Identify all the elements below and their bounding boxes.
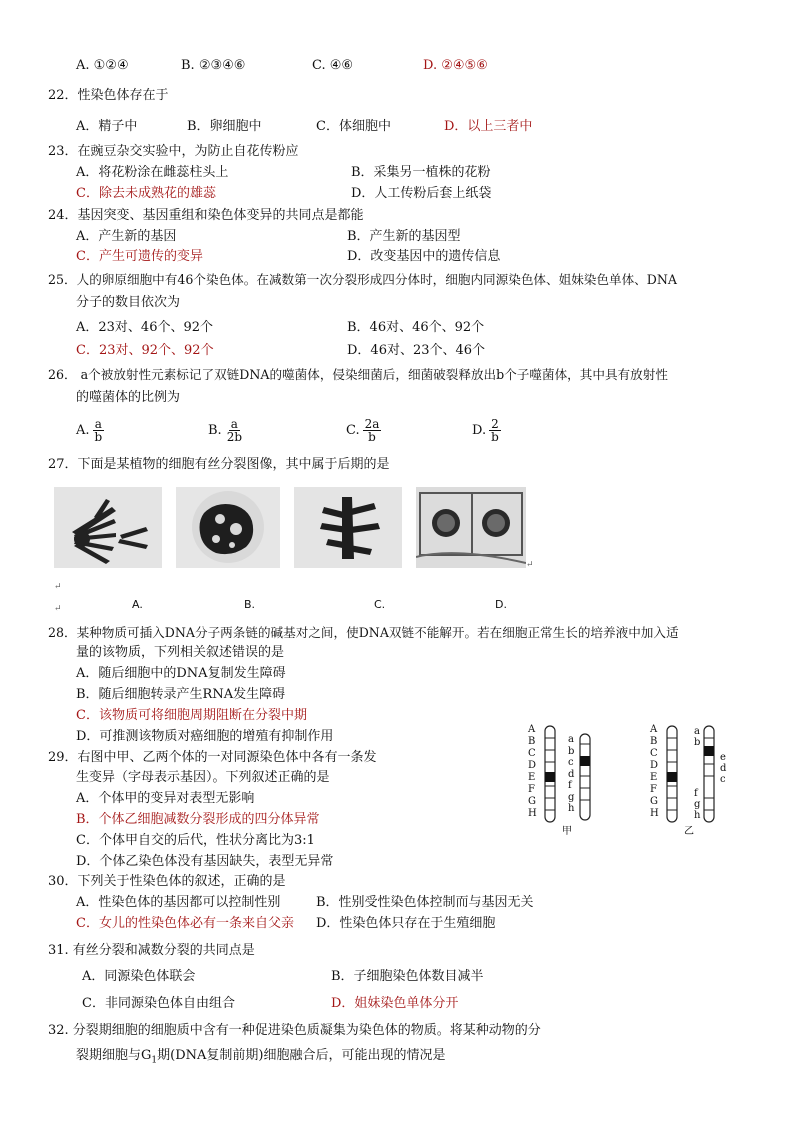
mitosis-image-a — [54, 487, 162, 568]
gene-label: d — [568, 768, 575, 780]
image-label-c: C. — [374, 598, 386, 611]
q28-option-b: B．随后细胞转录产生RNA发生障碍 — [76, 687, 286, 702]
gene-label: E — [528, 772, 536, 783]
q26-option-c — [346, 418, 381, 443]
chromosome-figure-jia — [528, 724, 608, 836]
q31-option-c: C．非同源染色体自由组合 — [82, 996, 235, 1011]
q25-stem-line1: 25．人的卵原细胞中有46个染色体。在减数第一次分裂形成四分体时，细胞内同源染色体、姐妹染色单体、DNA — [48, 272, 677, 287]
q32-stem-line2-post: 期(DNA复制前期)细胞融合后，可能出现的情况是 — [157, 1048, 446, 1063]
q23-option-d: D．人工传粉后套上纸袋 — [351, 186, 492, 201]
gene-label: C — [528, 748, 536, 759]
jia-left-gene-labels — [528, 724, 537, 820]
q30-stem: 30．下列关于性染色体的叙述，正确的是 — [48, 874, 286, 889]
q29-option-c: C．个体甲自交的后代，性状分离比为3:1 — [76, 833, 315, 848]
q21-option-b: B. ②③④⑥ — [181, 58, 246, 73]
q23-option-b: B．采集另一植株的花粉 — [351, 165, 491, 180]
gene-label: a — [694, 726, 700, 737]
q29-option-d: D．个体乙染色体没有基因缺失，表型无异常 — [76, 854, 334, 869]
gene-label: g — [568, 791, 575, 803]
q25-option-b: B．46对、46个、92个 — [347, 320, 485, 335]
q26-option-d-numerator: 2 — [491, 417, 499, 431]
gene-label: C — [650, 748, 658, 759]
gene-label: H — [650, 808, 659, 819]
image-label-b: B. — [244, 598, 256, 611]
q24-option-d: D．改变基因中的遗传信息 — [347, 249, 501, 264]
q29-stem-line1: 29．右图中甲、乙两个体的一对同源染色体中各有一条发 — [48, 750, 377, 765]
q30-option-d: D．性染色体只存在于生殖细胞 — [316, 916, 496, 931]
gene-label: h — [568, 803, 575, 814]
gene-label: B — [650, 736, 658, 747]
q26-option-d-denominator: b — [491, 430, 499, 444]
gene-label: b — [568, 745, 575, 757]
q21-option-c: C. ④⑥ — [312, 58, 354, 73]
q21-option-d: D. ②④⑤⑥ — [423, 58, 488, 73]
jia-right-gene-labels — [568, 734, 574, 815]
figure-label-yi: 乙 — [684, 826, 694, 836]
q26-option-c-label: C. — [346, 423, 360, 438]
image-label-d: D. — [495, 598, 507, 611]
q31-option-b: B．子细胞染色体数目减半 — [331, 969, 484, 984]
q23-option-c: C．除去未成熟花的雄蕊 — [76, 186, 216, 201]
q28-option-a: A．随后细胞中的DNA复制发生障碍 — [76, 666, 286, 681]
q32-stem-line2-pre: 裂期细胞与G — [76, 1048, 152, 1063]
q31-option-a: A．同源染色体联会 — [82, 969, 196, 984]
q32-stem-line2-sub: 1 — [151, 1055, 158, 1066]
return-mark: ↵ — [54, 604, 62, 614]
q25-stem-line2: 分子的数目依次为 — [76, 295, 181, 310]
gene-label: a — [568, 734, 574, 745]
q23-stem: 23．在豌豆杂交实验中，为防止自花传粉应 — [48, 144, 299, 159]
mitosis-image-d — [416, 487, 526, 568]
gene-label: f — [694, 788, 698, 799]
q23-option-a: A．将花粉涂在雌蕊柱头上 — [76, 165, 229, 180]
q24-option-a: A．产生新的基因 — [76, 229, 177, 244]
q22-stem: 22．性染色体存在于 — [48, 88, 169, 103]
return-mark: ↵ — [526, 560, 534, 570]
q25-option-c: C．23对、92个、92个 — [76, 343, 214, 358]
gene-label: D — [650, 760, 659, 771]
q26-option-c-numerator: 2a — [364, 417, 380, 431]
gene-label: D — [528, 760, 537, 771]
yi-right-gene-labels-bottom — [694, 788, 700, 821]
q26-stem-line2: 的噬菌体的比例为 — [76, 390, 181, 405]
gene-label: h — [694, 810, 701, 821]
yi-right-gene-labels-mid — [720, 752, 726, 785]
gene-label: F — [528, 784, 535, 795]
q26-option-b-denominator: 2b — [226, 430, 243, 444]
gene-label: c — [568, 757, 574, 768]
q21-option-a: A. ①②④ — [76, 58, 129, 73]
gene-label: F — [650, 784, 657, 795]
q25-option-a: A．23对、46个、92个 — [76, 320, 214, 335]
q28-stem-line1: 28．某种物质可插入DNA分子两条链的碱基对之间，使DNA双链不能解开。若在细胞正常生长的培养液中加入适 — [48, 625, 679, 640]
gene-label: A — [650, 724, 658, 735]
gene-label: G — [650, 796, 658, 807]
q26-option-a-numerator: a — [94, 417, 102, 431]
q26-option-a — [76, 418, 104, 443]
q24-option-b: B．产生新的基因型 — [347, 229, 461, 244]
figure-label-jia: 甲 — [562, 826, 572, 836]
gene-label: B — [528, 736, 536, 747]
q26-option-d-label: D. — [472, 423, 487, 438]
return-mark: ↵ — [54, 582, 62, 592]
q25-option-d: D．46对、23个、46个 — [347, 343, 486, 358]
gene-label: A — [528, 724, 536, 735]
yi-left-gene-labels — [650, 724, 659, 820]
chromosome-figure-yi — [650, 724, 730, 836]
q26-option-b — [208, 418, 244, 443]
q26-option-a-label: A. — [76, 423, 90, 438]
gene-label: E — [650, 772, 658, 783]
q28-option-d: D．可推测该物质对癌细胞的增殖有抑制作用 — [76, 729, 334, 744]
q28-option-c: C．该物质可将细胞周期阻断在分裂中期 — [76, 708, 307, 723]
q22-option-c: C．体细胞中 — [316, 119, 391, 134]
gene-label: d — [720, 763, 727, 774]
gene-label: G — [528, 796, 536, 807]
q28-stem-line2: 量的该物质，下列相关叙述错误的是 — [76, 645, 285, 660]
q32-stem-line1: 32. 分裂期细胞的细胞质中含有一种促进染色质凝集为染色体的物质。将某种动物的分 — [48, 1023, 541, 1038]
mitosis-image-b — [176, 487, 280, 568]
q26-option-c-denominator: b — [368, 430, 376, 444]
image-label-a: A. — [132, 598, 143, 611]
gene-label: b — [694, 737, 701, 748]
q30-option-b: B．性别受性染色体控制而与基因无关 — [316, 895, 534, 910]
q22-option-a: A．精子中 — [76, 119, 138, 134]
q26-option-b-label: B. — [208, 423, 222, 438]
gene-label: f — [568, 780, 572, 791]
q26-stem-line1: 26． a个被放射性元素标记了双链DNA的噬菌体，侵染细菌后，细菌破裂释放出b个子噬菌体，其中具有放射性 — [48, 367, 668, 382]
q26-option-d — [472, 418, 501, 443]
q30-option-a: A．性染色体的基因都可以控制性别 — [76, 895, 281, 910]
q22-option-b: B．卵细胞中 — [187, 119, 262, 134]
q29-option-a: A．个体甲的变异对表型无影响 — [76, 791, 255, 806]
yi-right-gene-labels-top — [694, 726, 700, 748]
gene-label: e — [720, 752, 726, 763]
q30-option-c: C．女儿的性染色体必有一条来自父亲 — [76, 916, 294, 931]
q22-option-d: D．以上三者中 — [444, 119, 533, 134]
q24-option-c: C．产生可遗传的变异 — [76, 249, 203, 264]
q24-stem: 24．基因突变、基因重组和染色体变异的共同点是都能 — [48, 208, 364, 223]
q29-option-b: B．个体乙细胞减数分裂形成的四分体异常 — [76, 812, 320, 827]
gene-label: c — [720, 774, 726, 785]
q27-stem: 27．下面是某植物的细胞有丝分裂图像，其中属于后期的是 — [48, 457, 390, 472]
gene-label: g — [694, 799, 701, 810]
gene-label: H — [528, 808, 537, 819]
q32-stem-line2 — [76, 1048, 445, 1069]
q26-option-a-denominator: b — [94, 430, 103, 444]
mitosis-image-c — [294, 487, 402, 568]
q29-stem-line2: 生变异（字母表示基因）。下列叙述正确的是 — [76, 770, 330, 785]
q31-option-d: D．姐妹染色单体分开 — [331, 996, 459, 1011]
q26-option-b-numerator: a — [230, 417, 238, 431]
q31-stem: 31. 有丝分裂和减数分裂的共同点是 — [48, 943, 255, 958]
